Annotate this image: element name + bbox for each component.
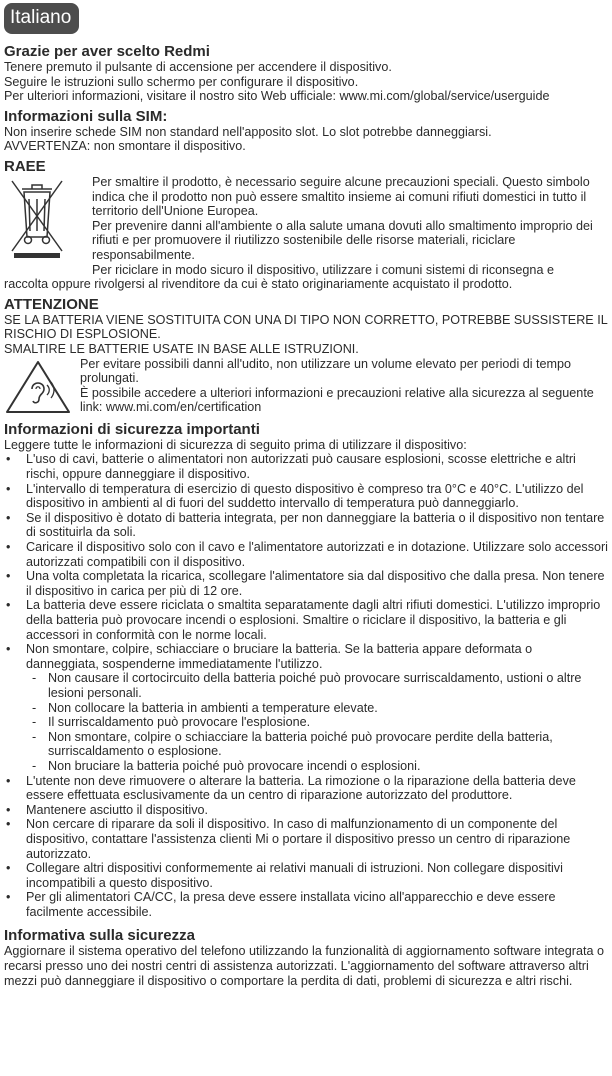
- hearing-block: [4, 357, 608, 415]
- battery-sub-list: [4, 671, 608, 773]
- raee-paragraph: Per smaltire il prodotto, è necessario seguire alcune precauzioni speciali. Questo simbolo indica che il prodotto non può essere smaltito insieme ai comuni rifiuti domestici in tutto il territorio dell'Unione Europea.: [92, 174, 590, 219]
- sim-section: [4, 108, 608, 154]
- safety-bullet: • Una volta completata la ricarica, scollegare l'alimentatore sia dal dispositivo che dalla presa. Non tenere il dispositivo in carica per più di 12 ore.: [4, 569, 608, 598]
- battery-sub-item: - Non smontare, colpire o schiacciare la batteria poiché può provocare perdite della batteria, surriscaldamento o esplosione.: [4, 730, 608, 759]
- battery-bullet-text: Non smontare, colpire, schiacciare o bruciare la batteria. Se la batteria appare deformata o danneggiata, sospenderne immediatamente l'utilizzo.: [26, 642, 533, 671]
- hearing-line: È possibile accedere a ulteriori informazioni e precauzioni relative alla sicurezza al seguente link: www.mi.com/en/certification: [80, 385, 594, 415]
- intro-line: Tenere premuto il pulsante di accensione per accendere il dispositivo.: [4, 60, 392, 74]
- safety-bullet: • Se il dispositivo è dotato di batteria integrata, per non danneggiare la batteria o il dispositivo non tentare di sostituirla da soli.: [4, 511, 608, 540]
- raee-body: [4, 175, 608, 292]
- battery-sub-item: - Non bruciare la batteria poiché può provocare incendi o esplosioni.: [4, 759, 608, 774]
- informativa-title: Informativa sulla sicurezza: [4, 927, 195, 945]
- crossed-out-wheelie-bin-icon: [8, 177, 66, 263]
- safety-bullet: • La batteria deve essere riciclata o smaltita separatamente dagli altri rifiuti domestici. L'utilizzo improprio della batteria può provocare incendi o esplosioni. Smaltire o riciclare il dispositivo, la batteria e gli accessori in conformità con le norme locali.: [4, 598, 608, 642]
- safety-intro: Leggere tutte le informazioni di sicurezza di seguito prima di utilizzare il dispositivo:: [4, 437, 467, 452]
- intro-section: [4, 43, 608, 104]
- attenzione-line: SE LA BATTERIA VIENE SOSTITUITA CON UNA DI TIPO NON CORRETTO, POTREBBE SUSSISTERE IL RISCHIO DI ESPLOSIONE.: [4, 312, 608, 342]
- safety-bullet: • Mantenere asciutto il dispositivo.: [4, 803, 608, 818]
- safety-bullet: • L'intervallo di temperatura di esercizio di questo dispositivo è compreso tra 0°C e 40°C. L'utilizzo del dispositivo in ambienti al di fuori del suddetto intervallo di temperatura può danneggiarlo.: [4, 482, 608, 511]
- sim-line: AVVERTENZA: non smontare il dispositivo.: [4, 139, 246, 154]
- safety-list: [4, 452, 608, 671]
- intro-title: Grazie per aver scelto Redmi: [4, 43, 210, 60]
- sim-line: Non inserire schede SIM non standard nell'apposito slot. Lo slot potrebbe danneggiarsi.: [4, 124, 492, 139]
- attenzione-section: [4, 296, 608, 415]
- sim-title: Informazioni sulla SIM:: [4, 107, 168, 125]
- raee-paragraph: Per prevenire danni all'ambiente o alla salute umana dovuti allo smaltimento improprio dei rifiuti e per promuovere il riutilizzo sostenibile delle risorse materiali, riciclare responsabilmente.: [92, 218, 593, 262]
- intro-line: Per ulteriori informazioni, visitare il nostro sito Web ufficiale: www.mi.com/global/service/userguide: [4, 89, 550, 104]
- attenzione-line: SMALTIRE LE BATTERIE USATE IN BASE ALLE ISTRUZIONI.: [4, 341, 359, 356]
- safety-bullet: • Caricare il dispositivo solo con il cavo e l'alimentatore autorizzati e in dotazione. Utilizzare solo accessori autorizzati compatibili con il dispositivo.: [4, 540, 608, 569]
- battery-sub-item: - Il surriscaldamento può provocare l'esplosione.: [4, 715, 608, 730]
- raee-paragraph: raccolta oppure rivolgersi al rivenditore da cui è stato originariamente acquistato il prodotto.: [4, 277, 513, 292]
- safety-section: [4, 421, 608, 920]
- informativa-section: [4, 927, 608, 988]
- attenzione-title: ATTENZIONE: [4, 295, 99, 313]
- hearing-warning-icon: [4, 359, 72, 419]
- raee-paragraph: Per riciclare in modo sicuro il dispositivo, utilizzare i comuni sistemi di riconsegna e: [92, 262, 554, 277]
- manual-page: [4, 3, 608, 992]
- battery-sub-item: - Non causare il cortocircuito della batteria poiché può provocare surriscaldamento, ustioni o altre lesioni personali.: [4, 671, 608, 700]
- language-tab: Italiano: [4, 3, 79, 34]
- informativa-text: Aggiornare il sistema operativo del telefono utilizzando la funzionalità di aggiornamento software integrata o recarsi presso uno dei nostri centri di assistenza autorizzati. L'aggiornamento del software attraverso altri mezzi può danneggiare il dispositivo o comportare la perdita di dati, problemi di sicurezza e altri rischi.: [4, 944, 604, 988]
- safety-list-continued: [4, 774, 608, 920]
- battery-sub-item: - Non collocare la batteria in ambienti a temperature elevate.: [4, 701, 608, 716]
- raee-title: RAEE: [4, 157, 46, 175]
- hearing-line: Per evitare possibili danni all'udito, non utilizzare un volume elevato per periodi di tempo prolungati.: [80, 356, 572, 386]
- safety-bullet: • Per gli alimentatori CA/CC, la presa deve essere installata vicino all'apparecchio e deve essere facilmente accessibile.: [4, 890, 608, 919]
- safety-bullet-battery: [4, 642, 608, 671]
- safety-title: Informazioni di sicurezza importanti: [4, 420, 260, 438]
- safety-bullet: • Non cercare di riparare da soli il dispositivo. In caso di malfunzionamento di un componente del dispositivo, contattare l'assistenza clienti Mi o portare il dispositivo presso un centro di riparazione autorizzato.: [4, 817, 608, 861]
- intro-line: Seguire le istruzioni sullo schermo per configurare il dispositivo.: [4, 74, 359, 89]
- safety-bullet: • Collegare altri dispositivi conformemente ai relativi manuali di istruzioni. Non collegare dispositivi incompatibili a questo dispositivo.: [4, 861, 608, 890]
- raee-section: [4, 158, 608, 292]
- safety-bullet: • L'uso di cavi, batterie o alimentatori non autorizzati può causare esplosioni, scosse elettriche e altri rischi, oppure danneggiare il dispositivo.: [4, 452, 608, 481]
- safety-bullet: • L'utente non deve rimuovere o alterare la batteria. La rimozione o la riparazione della batteria deve essere effettuata esclusivamente da un centro di riparazione autorizzato del produttore.: [4, 774, 608, 803]
